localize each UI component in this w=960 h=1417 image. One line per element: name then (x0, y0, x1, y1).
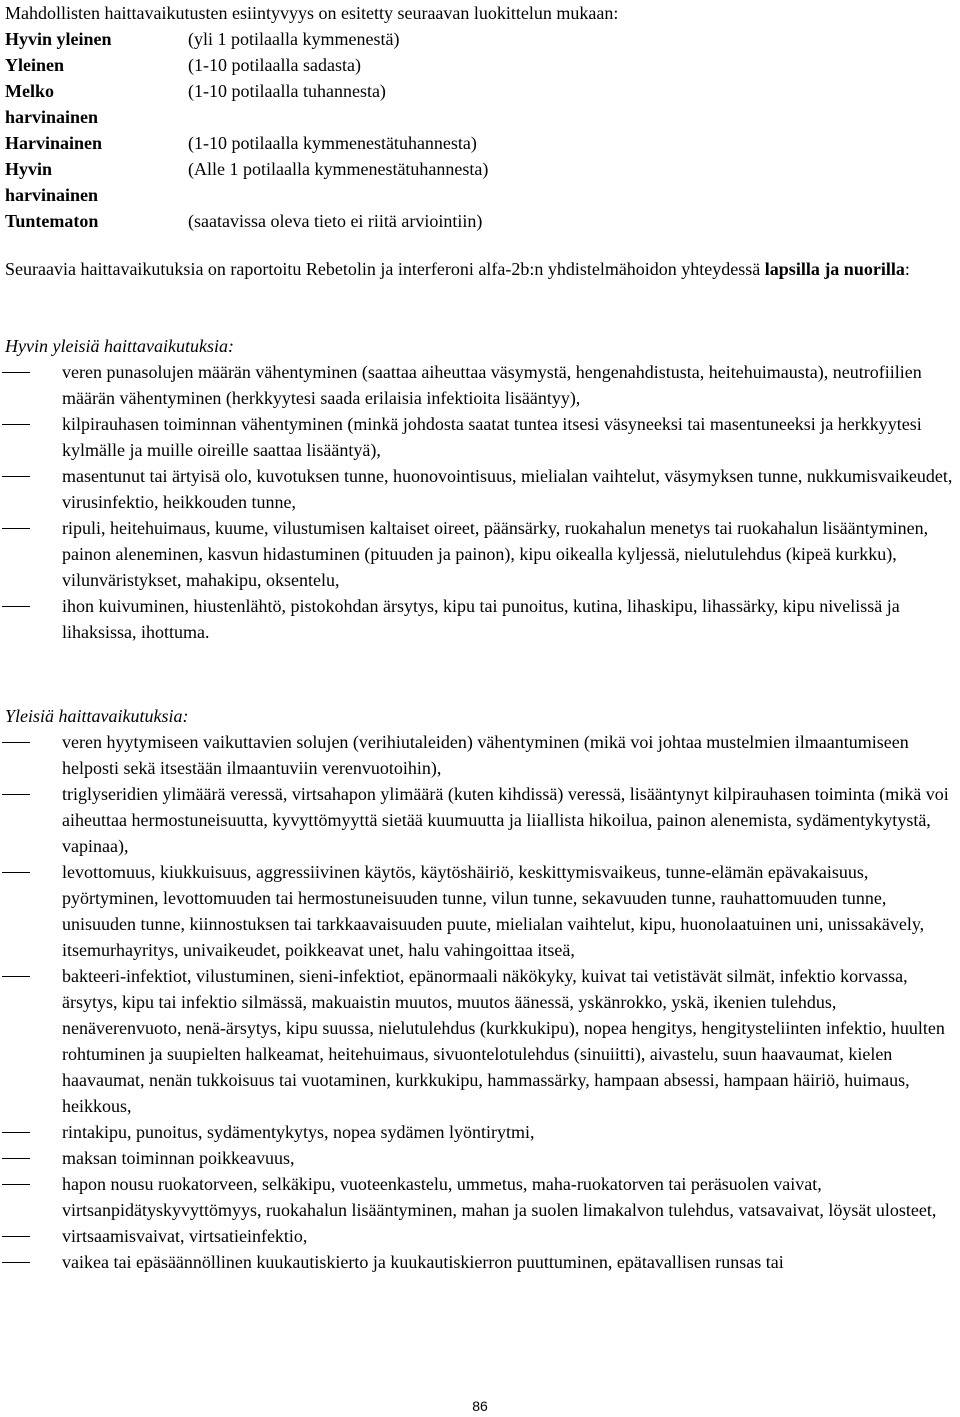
paragraph-end: : (904, 259, 910, 279)
dash-bullet (2, 372, 30, 373)
frequency-desc: (saatavissa oleva tieto ei riitä arviointiin) (188, 211, 483, 231)
frequency-desc: (1-10 potilaalla kymmenestätuhannesta) (188, 133, 477, 153)
list-item (0, 411, 960, 463)
list-item-text: veren punasolujen määrän vähentyminen (saattaa aiheuttaa väsymystä, hengenahdistusta, heitehuimausta), neutrofiilien määrän vähentyminen (herkkyytesi saada erilaisia infektioita lisääntyy), (62, 362, 922, 408)
intro-text: Mahdollisten haittavaikutusten esiintyvyys on esitetty seuraavan luokittelun mukaan: (5, 3, 619, 23)
list-item-text: ripuli, heitehuimaus, kuume, vilustumisen kaltaiset oireet, päänsärky, ruokahalun menetys tai ruokahalun lisääntyminen, painon aleneminen, kasvun hidastuminen (pituuden ja painon), kipu oikealla kyljessä, nielutulehdus (kipeä kurkku), vilunväristykset, mahakipu, oksentelu, (62, 518, 929, 590)
list-item (0, 515, 960, 593)
list-item (0, 963, 960, 1119)
intro-paragraph (5, 256, 955, 282)
list-item-text: veren hyytymiseen vaikuttavien solujen (verihiutaleiden) vähentyminen (mikä voi johtaa mustelmien ilmaantumiseen helposti sekä itsestään ilmaantuviin verenvuotoihin), (62, 732, 909, 778)
dash-bullet (2, 794, 30, 795)
list-item (0, 1223, 960, 1249)
list-very-common (0, 359, 960, 645)
paragraph-bold: lapsilla ja nuorilla (764, 259, 905, 279)
dash-bullet (2, 1236, 30, 1237)
list-item (0, 1171, 960, 1223)
frequency-desc: (1-10 potilaalla sadasta) (188, 55, 361, 75)
dash-bullet (2, 1262, 30, 1263)
list-item-text: levottomuus, kiukkuisuus, aggressiivinen käytös, käytöshäiriö, keskittymisvaikeus, tunne-elämän epävakaisuus, pyörtyminen, levottomuuden tai hermostuneisuuden tunne, vilun tunne, sekavuuden tunne, rauhattomuuden tunne, unisuuden tunne, kiinnostuksen tai tarkkaavaisuuden puute, mielialan vaihtelut, kipu, huonolaatuinen uni, unissakävely, itsemurhayritys, univaikeudet, poikkeavat unet, halu vahingoittaa itseä, (62, 862, 925, 960)
section-heading-very-common: Hyvin yleisiä haittavaikutuksia: (5, 336, 234, 356)
dash-bullet (2, 528, 30, 529)
list-item-text: masentunut tai ärtyisä olo, kuvotuksen tunne, huonovointisuus, mielialan vaihtelut, väsymyksen tunne, nukkumisvaikeudet, virusinfektio, heikkouden tunne, (62, 466, 953, 512)
list-item (0, 1145, 960, 1171)
section-heading-common: Yleisiä haittavaikutuksia: (5, 706, 189, 726)
list-item (0, 729, 960, 781)
list-item (0, 593, 960, 645)
dash-bullet (2, 1158, 30, 1159)
dash-bullet (2, 976, 30, 977)
dash-bullet (2, 424, 30, 425)
dash-bullet (2, 872, 30, 873)
dash-bullet (2, 476, 30, 477)
frequency-desc: (Alle 1 potilaalla kymmenestätuhannesta) (188, 159, 489, 179)
page-number: 86 (472, 1398, 488, 1414)
frequency-term: Hyvin (5, 159, 53, 179)
frequency-desc: (1-10 potilaalla tuhannesta) (188, 81, 386, 101)
list-item-text: rintakipu, punoitus, sydämentykytys, nopea sydämen lyöntirytmi, (62, 1122, 535, 1142)
list-item-text: triglyseridien ylimäärä veressä, virtsahapon ylimäärä (kuten kihdissä) veressä, lisääntynyt kilpirauhasen toiminta (mikä voi aiheuttaa hermostuneisuutta, kyvyttömyyttä sietää kuumuutta ja liiallista hikoilua, painon alenemista, sydämentykytystä, vapinaa), (62, 784, 949, 856)
list-item (0, 1249, 960, 1275)
list-item (0, 859, 960, 963)
frequency-term-cont: harvinainen (5, 107, 99, 127)
frequency-term: Yleinen (5, 55, 65, 75)
list-item (0, 359, 960, 411)
list-item (0, 1119, 960, 1145)
list-common (0, 729, 960, 1275)
list-item-text: kilpirauhasen toiminnan vähentyminen (minkä johdosta saatat tuntea itsesi väsyneeksi tai masentuneeksi ja herkkyytesi kylmälle ja muille oireille saattaa lisääntyä), (62, 414, 922, 460)
list-item-text: hapon nousu ruokatorveen, selkäkipu, vuoteenkastelu, ummetus, maha-ruokatorven tai peräsuolen vaivat, virtsanpidätyskyvyttömyys, ruokahalun lisääntyminen, mahan ja suolen limakalvon tulehdus, vatsavaivat, löysät ulosteet, (62, 1174, 937, 1220)
frequency-term: Tuntematon (5, 211, 99, 231)
list-item-text: vaikea tai epäsäännöllinen kuukautiskierto ja kuukautiskierron puuttuminen, epätavallisen runsas tai (62, 1252, 784, 1272)
list-item-text: virtsaamisvaivat, virtsatieinfektio, (62, 1226, 308, 1246)
list-item-text: ihon kuivuminen, hiustenlähtö, pistokohdan ärsytys, kipu tai punoitus, kutina, lihaskipu, lihassärky, kipu nivelissä ja lihaksissa, ihottuma. (62, 596, 900, 642)
list-item-text: bakteeri-infektiot, vilustuminen, sieni-infektiot, epänormaali näkökyky, kuivat tai vetistävät silmät, infektio korvassa, ärsytys, kipu tai infektio silmässä, makuaistin muutos, muutos äänessä, yskänrokko, yskä, ikenien tulehdus, nenäverenvuoto, nenä-ärsytys, kipu suussa, nielutulehdus (kurkkukipu), nopea hengitys, hengitysteliinten infektio, huulten rohtuminen ja suupielten halkeamat, heitehuimaus, sivuontelotulehdus (sinuiitti), aivastelu, suun haavaumat, kielen haavaumat, nenän tukkoisuus tai vuotaminen, kurkkukipu, hammassärky, hampaan absessi, hampaan häiriö, huimaus, heikkous, (62, 966, 945, 1116)
frequency-term-cont: harvinainen (5, 185, 99, 205)
dash-bullet (2, 1184, 30, 1185)
frequency-desc: (yli 1 potilaalla kymmenestä) (188, 29, 400, 49)
paragraph-text: Seuraavia haittavaikutuksia on raportoitu Rebetolin ja interferoni alfa-2b:n yhdistelmähoidon yhteydessä (5, 259, 765, 279)
dash-bullet (2, 606, 30, 607)
frequency-term: Melko (5, 81, 54, 101)
list-item (0, 463, 960, 515)
frequency-term: Harvinainen (5, 133, 103, 153)
list-item-text: maksan toiminnan poikkeavuus, (62, 1148, 295, 1168)
dash-bullet (2, 1132, 30, 1133)
dash-bullet (2, 742, 30, 743)
frequency-term: Hyvin yleinen (5, 29, 112, 49)
list-item (0, 781, 960, 859)
